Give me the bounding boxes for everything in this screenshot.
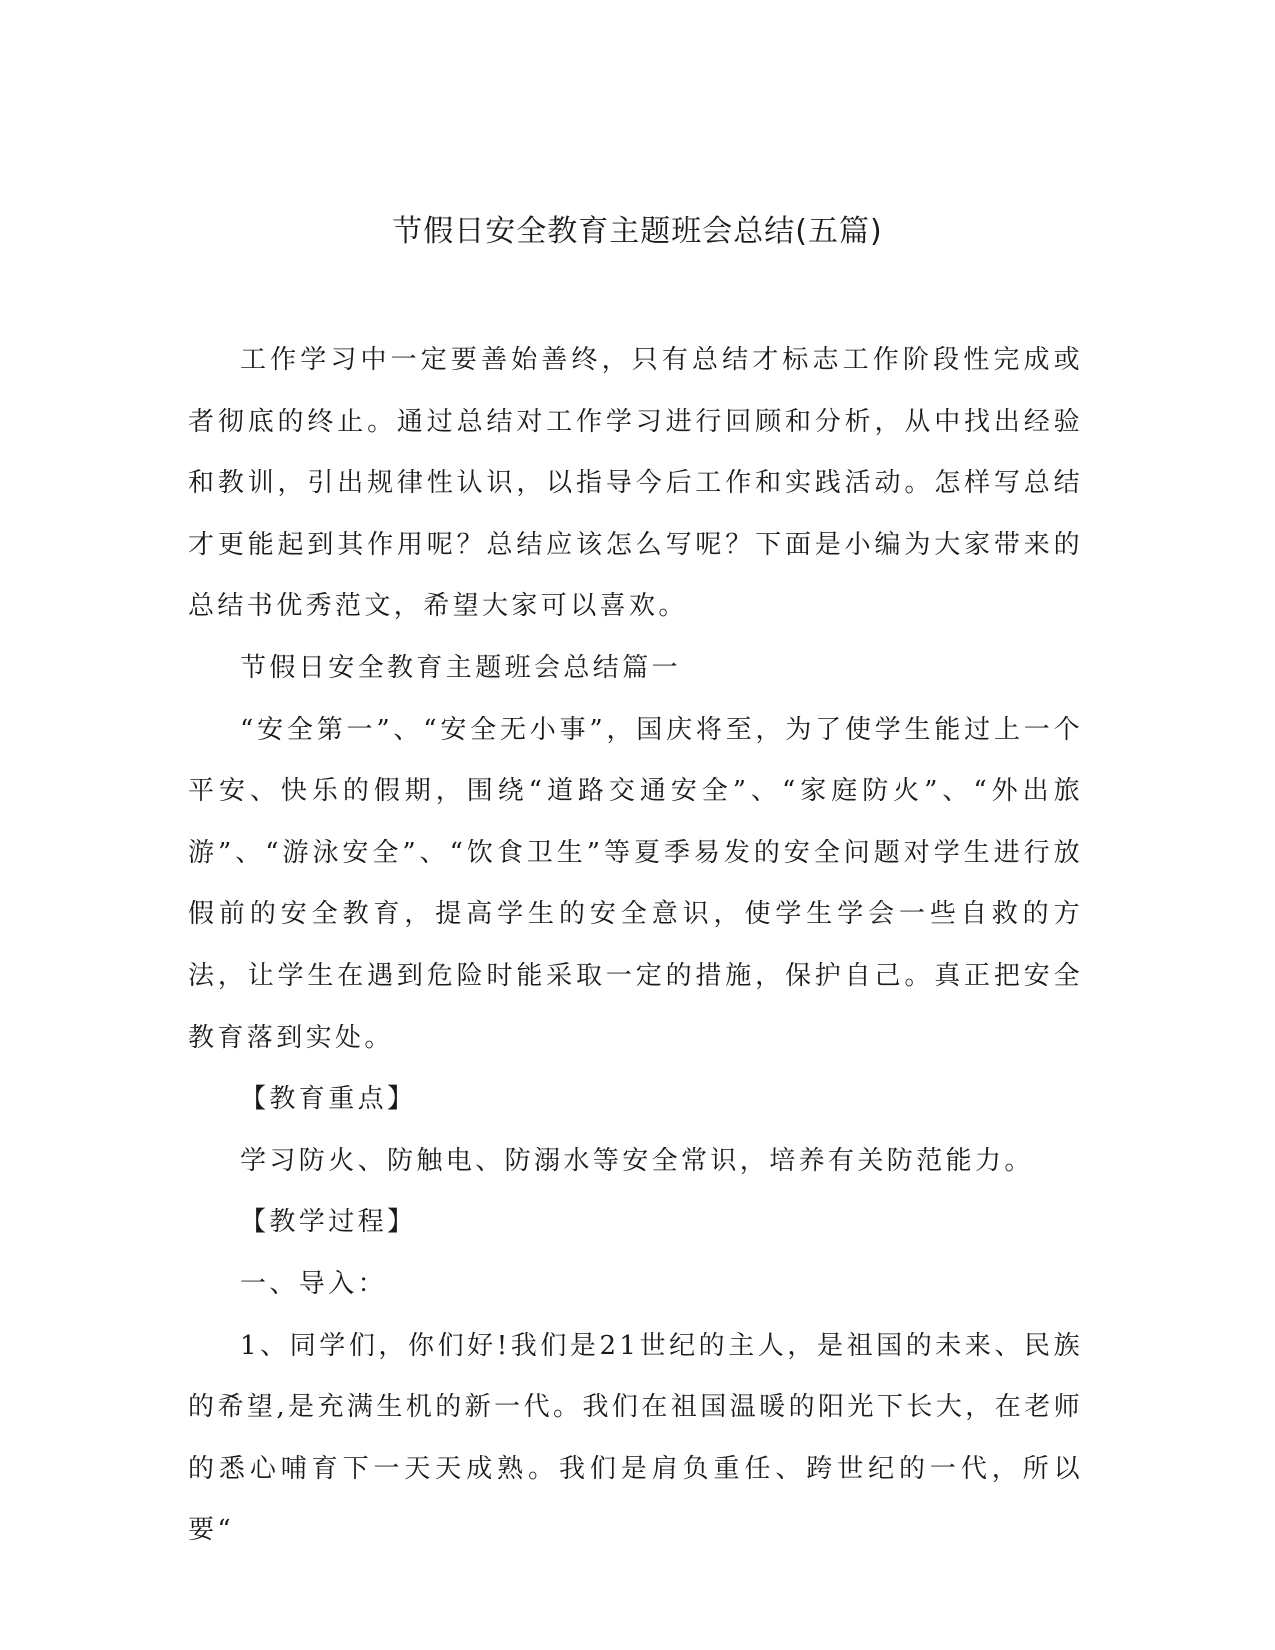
- document-title: 节假日安全教育主题班会总结(五篇): [392, 214, 883, 249]
- education-focus-paragraph: 学习防火、防触电、防溺水等安全常识，培养有关防范能力。: [240, 1145, 1034, 1176]
- introduction-paragraph: 1、同学们，你们好!我们是21世纪的主人，是祖国的未来、民族的希望,是充满生机的新一代。我们在祖国温暖的阳光下长大，在老师的悉心哺育下一天天成熟。我们是肩负重任、跨世纪的一代，所以要“: [188, 1330, 1083, 1546]
- subheading-education-focus: 【教育重点】: [240, 1084, 417, 1115]
- section-heading-1: 节假日安全教育主题班会总结篇一: [240, 652, 682, 683]
- section-paragraph: “安全第一”、“安全无小事”，国庆将至，为了使学生能过上一个平安、快乐的假期，围绕“道路交通安全”、“家庭防火”、“外出旅游”、“游泳安全”、“饮食卫生”等夏季易发的安全问题对学生进行放假前的安全教育，提高学生的安全意识，使学生学会一些自救的方法，让学生在遇到危险时能采取一定的措施，保护自己。真正把安全教育落到实处。: [188, 714, 1083, 1053]
- subheading-teaching-process: 【教学过程】: [240, 1207, 417, 1238]
- subheading-introduction: 一、导入：: [240, 1268, 388, 1299]
- intro-paragraph: 工作学习中一定要善始善终，只有总结才标志工作阶段性完成或者彻底的终止。通过总结对工作学习进行回顾和分析，从中找出经验和教训，引出规律性认识，以指导今后工作和实践活动。怎样写总结才更能起到其作用呢？总结应该怎么写呢？下面是小编为大家带来的总结书优秀范文，希望大家可以喜欢。: [188, 345, 1083, 622]
- document-body: [188, 330, 1083, 1562]
